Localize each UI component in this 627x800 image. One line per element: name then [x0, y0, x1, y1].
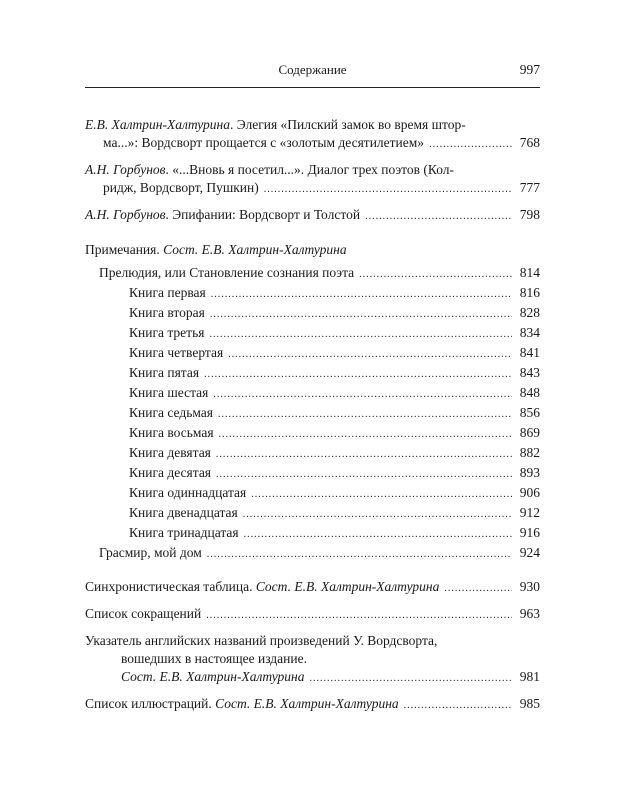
entry-title: Синхронистическая таблица.	[85, 579, 256, 594]
entry-title: Книга тринадцатая	[129, 525, 239, 540]
entry-title: Книга двенадцатая	[129, 505, 238, 520]
toc-entry-book[interactable]	[85, 404, 540, 424]
entry-author: Е.В. Халтрин-Халтурина	[85, 117, 230, 132]
dot-leader	[310, 670, 512, 688]
toc-entry-book[interactable]	[85, 364, 540, 384]
entry-title: Грасмир, мой дом	[99, 545, 202, 560]
dot-leader	[213, 386, 512, 404]
running-title: Содержание	[278, 62, 347, 77]
toc-section-notes	[85, 241, 540, 259]
entry-title: . Эпифании: Вордсворт и Толстой	[165, 207, 361, 222]
entry-page: 916	[519, 525, 540, 540]
dot-leader	[204, 366, 512, 384]
entry-title-line-1: Указатель английских названий произведений У. Вордсворта,	[85, 633, 438, 648]
toc-entry-dialogue[interactable]	[85, 161, 540, 199]
toc-entry-book[interactable]	[85, 304, 540, 324]
dot-leader	[365, 208, 512, 226]
entry-title: Список сокращений	[85, 606, 202, 621]
entry-compiler: Сост. Е.В. Халтрин-Халтурина	[121, 669, 305, 684]
dot-leader	[404, 697, 512, 715]
entry-page: 856	[519, 405, 540, 420]
entry-page: 828	[519, 305, 540, 320]
entry-title: Книга седьмая	[129, 405, 214, 420]
entry-page: 848	[519, 385, 540, 400]
entry-page: 816	[519, 285, 540, 300]
running-head	[85, 62, 540, 82]
dot-leader	[209, 326, 512, 344]
entry-compiler: Сост. Е.В. Халтрин-Халтурина	[215, 696, 399, 711]
toc-entry-book[interactable]	[85, 484, 540, 504]
dot-leader	[216, 466, 512, 484]
entry-title: Список иллюстраций.	[85, 696, 216, 711]
entry-page: 985	[519, 696, 540, 711]
toc-entry-book[interactable]	[85, 324, 540, 344]
entry-title-line-2: ридж, Вордсворт, Пушкин)	[103, 180, 259, 195]
toc-entry-book[interactable]	[85, 504, 540, 524]
entry-page: 834	[519, 325, 540, 340]
entry-page: 843	[519, 365, 540, 380]
entry-page: 924	[519, 545, 540, 560]
toc-entry-illustrations[interactable]	[85, 695, 540, 715]
dot-leader	[228, 346, 512, 364]
dot-leader	[251, 486, 512, 504]
entry-page: 777	[519, 180, 540, 195]
entry-page: 768	[519, 135, 540, 150]
dot-leader	[359, 266, 512, 284]
dot-leader	[243, 506, 512, 524]
table-of-contents	[85, 116, 540, 715]
dot-leader	[444, 580, 512, 598]
entry-page: 930	[519, 579, 540, 594]
entry-title: Книга пятая	[129, 365, 200, 380]
entry-title: Книга первая	[129, 285, 206, 300]
page-number: 997	[519, 62, 540, 77]
entry-author: А.Н. Горбунов	[85, 162, 166, 177]
toc-entry-synchro-table[interactable]	[85, 578, 540, 598]
dot-leader	[218, 406, 512, 424]
toc-entry-index[interactable]	[85, 632, 540, 688]
toc-entry-grasmere[interactable]	[85, 544, 540, 564]
entry-page: 963	[519, 606, 540, 621]
toc-entry-elegy[interactable]	[85, 116, 540, 154]
toc-entry-book[interactable]	[85, 524, 540, 544]
toc-entry-book[interactable]	[85, 424, 540, 444]
entry-title-line-1: . «...Вновь я посетил...». Диалог трех поэтов (Кол-	[165, 162, 455, 177]
toc-entry-abbreviations[interactable]	[85, 605, 540, 625]
entry-compiler: Сост. Е.В. Халтрин-Халтурина	[255, 579, 440, 594]
toc-entry-epiphanies[interactable]	[85, 206, 540, 226]
dot-leader	[429, 136, 512, 154]
toc-entry-book[interactable]	[85, 464, 540, 484]
entry-title: Прелюдия, или Становление сознания поэта	[99, 265, 355, 280]
toc-entry-book[interactable]	[85, 384, 540, 404]
dot-leader	[207, 546, 512, 564]
dot-leader	[244, 526, 512, 544]
dot-leader	[206, 607, 512, 625]
entry-title: Книга восьмая	[129, 425, 214, 440]
dot-leader	[264, 181, 512, 199]
entry-title: Книга одиннадцатая	[129, 485, 247, 500]
entry-title: Книга девятая	[129, 445, 211, 460]
dot-leader	[210, 306, 512, 324]
dot-leader	[219, 426, 512, 444]
entry-page: 882	[519, 445, 540, 460]
toc-entry-book[interactable]	[85, 444, 540, 464]
entry-title-line-2: ма...»: Вордсворт прощается с «золотым десятилетием»	[103, 135, 425, 150]
entry-page: 912	[519, 505, 540, 520]
toc-entry-book[interactable]	[85, 284, 540, 304]
entry-title-line-2: вошедших в настоящее издание.	[121, 651, 307, 666]
header-rule	[85, 87, 540, 88]
toc-entry-prelude[interactable]	[85, 264, 540, 284]
entry-title: Книга третья	[129, 325, 205, 340]
entry-title-line-1: . Элегия «Пилский замок во время штор-	[230, 117, 466, 132]
dot-leader	[211, 286, 512, 304]
toc-entry-book[interactable]	[85, 344, 540, 364]
entry-page: 841	[519, 345, 540, 360]
dot-leader	[216, 446, 512, 464]
section-title: Примечания.	[85, 242, 164, 257]
entry-page: 869	[519, 425, 540, 440]
entry-author: А.Н. Горбунов	[85, 207, 166, 222]
entry-title: Книга вторая	[129, 305, 205, 320]
entry-title: Книга четвертая	[129, 345, 224, 360]
entry-page: 893	[519, 465, 540, 480]
entry-title: Книга десятая	[129, 465, 212, 480]
entry-page: 906	[519, 485, 540, 500]
section-compiler: Сост. Е.В. Халтрин-Халтурина	[163, 242, 347, 257]
entry-title: Книга шестая	[129, 385, 209, 400]
entry-page: 814	[519, 265, 540, 280]
entry-page: 798	[519, 207, 540, 222]
entry-page: 981	[519, 669, 540, 684]
